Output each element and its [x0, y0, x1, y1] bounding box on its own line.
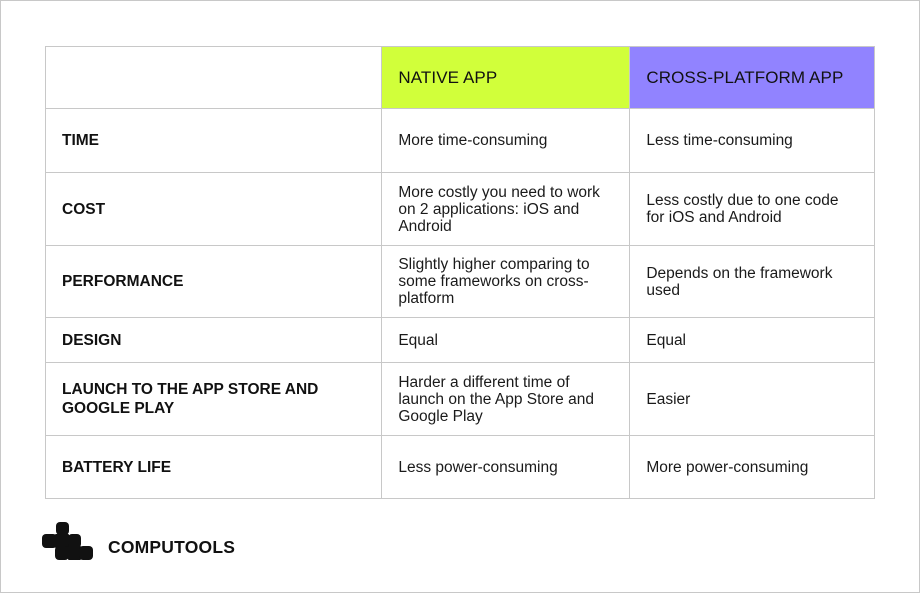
header-cross-platform-app: CROSS-PLATFORM APP	[630, 47, 875, 109]
row-label: BATTERY LIFE	[46, 436, 382, 499]
cross-value: Equal	[630, 318, 875, 363]
row-label: PERFORMANCE	[46, 246, 382, 318]
native-value: More time-consuming	[382, 109, 630, 173]
cross-value: Easier	[630, 363, 875, 436]
native-value: More costly you need to work on 2 applications: iOS and Android	[382, 173, 630, 246]
brand-name: COMPUTOOLS	[108, 536, 236, 557]
cross-value: Depends on the framework used	[630, 246, 875, 318]
table-row	[46, 109, 875, 173]
table-row	[46, 363, 875, 436]
header-native-app: NATIVE APP	[382, 47, 630, 109]
row-label: LAUNCH TO THE APP STORE AND GOOGLE PLAY	[46, 363, 382, 436]
cross-value: Less time-consuming	[630, 109, 875, 173]
row-label: DESIGN	[46, 318, 382, 363]
native-value: Equal	[382, 318, 630, 363]
cross-value: More power-consuming	[630, 436, 875, 499]
table-row	[46, 436, 875, 499]
comparison-table	[45, 46, 875, 499]
native-value: Less power-consuming	[382, 436, 630, 499]
brand-logo	[42, 522, 235, 562]
table-row	[46, 246, 875, 318]
table-row	[46, 173, 875, 246]
native-value: Slightly higher comparing to some frameworks on cross-platform	[382, 246, 630, 318]
native-value: Harder a different time of launch on the App Store and Google Play	[382, 363, 630, 436]
row-label: COST	[46, 173, 382, 246]
computools-logo-icon	[42, 522, 94, 562]
table-row	[46, 318, 875, 363]
table-header-row	[46, 47, 875, 109]
header-blank	[46, 47, 382, 109]
cross-value: Less costly due to one code for iOS and Android	[630, 173, 875, 246]
row-label: TIME	[46, 109, 382, 173]
